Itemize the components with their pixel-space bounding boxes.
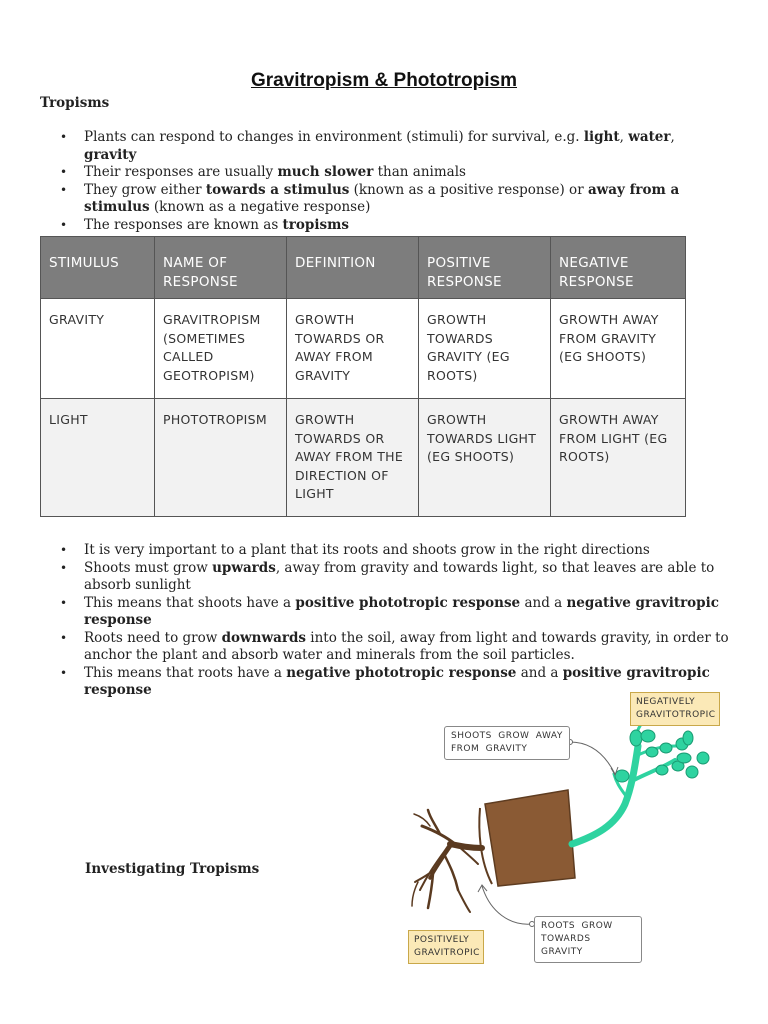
table-header-cell: NAME OF RESPONSE [155, 237, 287, 299]
table-header-cell: DEFINITION [287, 237, 419, 299]
shoot-stem [572, 746, 638, 844]
table-header-cell: STIMULUS [41, 237, 155, 299]
leaves [615, 730, 709, 782]
bold-term: positive phototropic response [295, 594, 521, 611]
bullet-item: • They grow either towards a stimulus (known as a positive response) or away from a stimulus (known as a negative response) [40, 182, 730, 217]
roots-drawing [412, 810, 482, 912]
table-cell: GROWTH AWAY FROM GRAVITY (EG SHOOTS) [551, 299, 686, 399]
positively-gravitropic-label: POSITIVELY GRAVITROPIC [408, 930, 484, 964]
table-row [41, 299, 686, 399]
table-cell: GROWTH TOWARDS OR AWAY FROM GRAVITY [287, 299, 419, 399]
tropisms-table [40, 236, 686, 517]
bullet-item: • This means that roots have a negative phototropic response and a positive gravitropic response [40, 665, 730, 700]
bold-term: negative phototropic response [286, 664, 517, 681]
plant-tropism-diagram [400, 686, 730, 966]
page-title: Gravitropism & Phototropism [250, 70, 518, 91]
table-cell: GRAVITY [41, 299, 155, 399]
bullet-item: • It is very important to a plant that its roots and shoots grow in the right directions [40, 542, 730, 560]
bold-term: much slower [277, 164, 374, 180]
bold-term: towards a stimulus [205, 181, 350, 198]
bullet-item: • Their responses are usually much slower than animals [40, 164, 730, 182]
bold-term: gravity [84, 146, 137, 163]
table-cell: GROWTH TOWARDS LIGHT (EG SHOOTS) [419, 399, 551, 517]
bullet-item: • Plants can respond to changes in environment (stimuli) for survival, e.g. light, water, gravity [40, 129, 730, 164]
table-cell: GROWTH TOWARDS OR AWAY FROM THE DIRECTION OF LIGHT [287, 399, 419, 517]
arrow-to-shoot [570, 742, 615, 774]
roots-grow-label: ROOTS GROW TOWARDS GRAVITY [534, 916, 642, 963]
table-cell: GROWTH AWAY FROM LIGHT (EG ROOTS) [551, 399, 686, 517]
table-row [41, 399, 686, 517]
bold-term: water [628, 129, 671, 145]
table-header-cell: POSITIVE RESPONSE [419, 237, 551, 299]
bold-term: positive gravitropic response [84, 664, 710, 698]
table-cell: LIGHT [41, 399, 155, 517]
bold-term: downwards [221, 629, 306, 646]
section-heading-investigating: Investigating Tropisms [85, 861, 260, 877]
tropisms-bullet-list [40, 129, 730, 234]
table-cell: GRAVITROPISM (SOMETIMES CALLED GEOTROPISM) [155, 299, 287, 399]
negatively-gravitotropic-label: NEGATIVELY GRAVITOTROPIC [630, 692, 720, 726]
bullet-item: • The responses are known as tropisms [40, 217, 730, 235]
bold-term: tropisms [282, 216, 349, 233]
bold-term: light [583, 129, 620, 145]
bold-term: negative gravitropic response [84, 594, 719, 628]
bold-term: away from a stimulus [84, 181, 680, 215]
bullet-item: • Shoots must grow upwards, away from gravity and towards light, so that leaves are able to absorb sunlight [40, 560, 730, 595]
section-heading-tropisms: Tropisms [40, 95, 110, 111]
table-cell: PHOTOTROPISM [155, 399, 287, 517]
table-header-cell: NEGATIVE RESPONSE [551, 237, 686, 299]
table-header-row [41, 237, 686, 299]
pot-shape [485, 790, 575, 886]
directions-bullet-list [40, 542, 730, 700]
shoots-grow-label: SHOOTS GROW AWAY FROM GRAVITY [444, 726, 570, 760]
arrow-to-roots [482, 886, 532, 924]
bullet-item: • Roots need to grow downwards into the soil, away from light and towards gravity, in order to anchor the plant and absorb water and minerals from the soil particles. [40, 630, 730, 665]
bold-term: upwards [212, 559, 276, 576]
table-cell: GROWTH TOWARDS GRAVITY (EG ROOTS) [419, 299, 551, 399]
bullet-item: • This means that shoots have a positive phototropic response and a negative gravitropic response [40, 595, 730, 630]
